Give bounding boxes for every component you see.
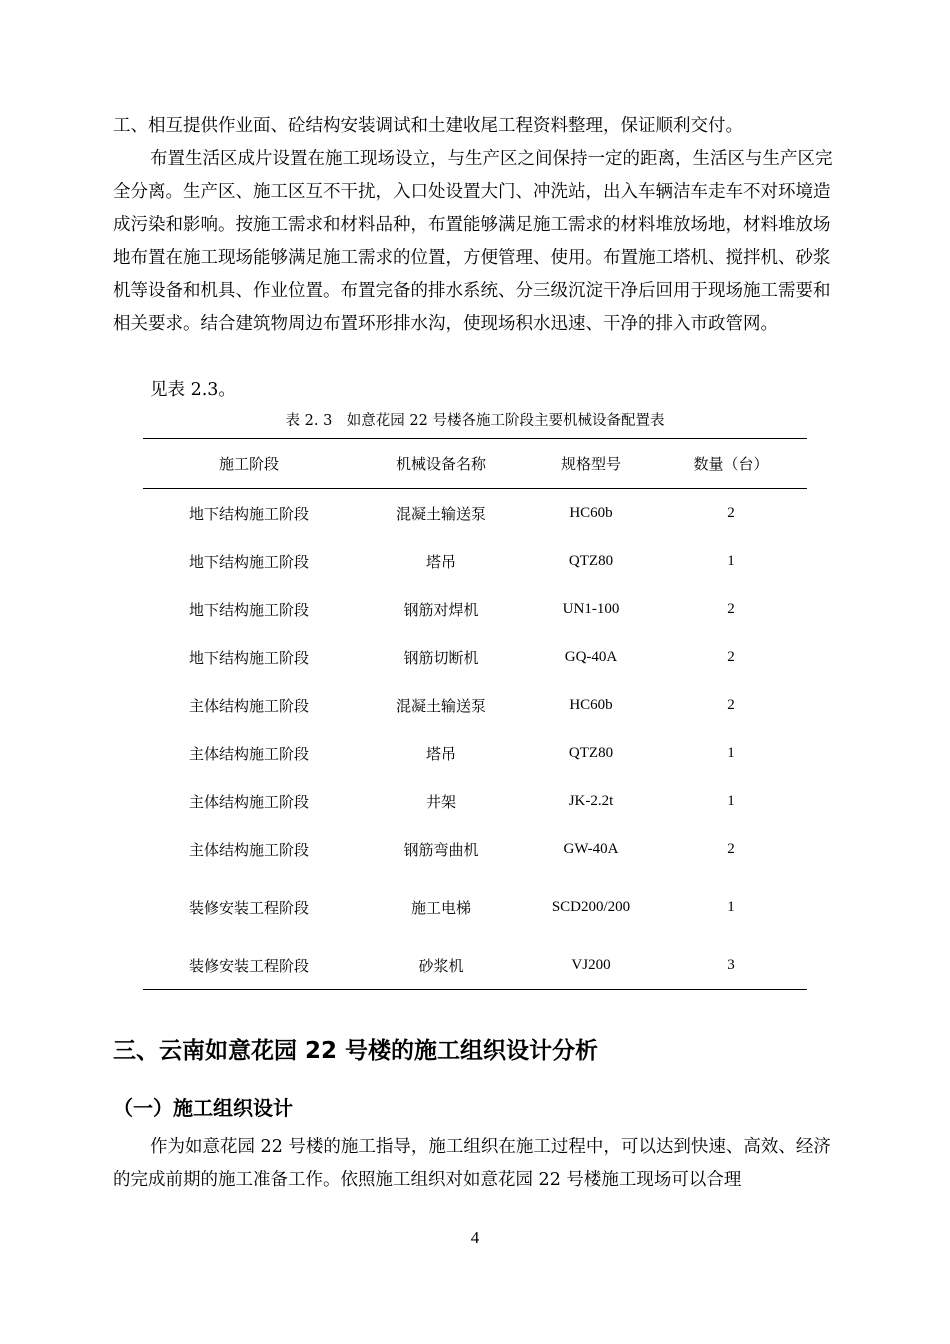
table-header: [143, 439, 807, 489]
subsection-heading: （一）施工组织设计: [113, 1096, 293, 1120]
cell-stage: 地下结构施工阶段: [188, 648, 309, 667]
cell-equipment: 砂浆机: [355, 941, 527, 990]
cell-model: HC60b: [569, 504, 613, 521]
paragraph-table-reference: 见表 2.3。: [150, 380, 236, 400]
cell-equipment: 施工电梯: [410, 898, 471, 917]
cell-equipment: 混凝土输送泵: [395, 696, 486, 715]
cell-stage: 主体结构施工阶段: [188, 792, 309, 811]
header-model: 规格型号: [527, 439, 655, 489]
table-row: [143, 537, 807, 585]
cell-stage: 主体结构施工阶段: [188, 840, 309, 859]
table-row: [143, 681, 807, 729]
cell-model: JK-2.2t: [568, 792, 614, 809]
cell-equipment: 塔吊: [425, 552, 456, 571]
paragraph-continuation: 工、相互提供作业面、砼结构安装调试和土建收尾工程资料整理，保证顺利交付。: [113, 116, 743, 136]
cell-quantity: 2: [727, 648, 735, 665]
cell-quantity: 2: [727, 600, 735, 617]
table-row: [143, 585, 807, 633]
table-body: [143, 489, 807, 990]
table-caption: 表 2. 3 如意花园 22 号楼各施工阶段主要机械设备配置表: [285, 413, 665, 429]
equipment-table: [143, 438, 807, 990]
cell-equipment: 混凝土输送泵: [395, 504, 486, 523]
cell-model: QTZ80: [568, 552, 614, 569]
table-row: [143, 633, 807, 681]
cell-quantity: 2: [727, 504, 735, 521]
header-equipment: 机械设备名称: [355, 439, 527, 489]
cell-model: GW-40A: [563, 840, 619, 857]
table-header-row: [143, 439, 807, 489]
cell-equipment: 钢筋弯曲机: [403, 840, 479, 859]
paragraph-site-layout: 布置生活区成片设置在施工现场设立，与生产区之间保持一定的距离，生活区与生产区完全分离。生产区、施工区互不干扰，入口处设置大门、冲洗站，出入车辆洁车走车不对环境造成污染和影响。按施工需求和材料品种，布置能够满足施工需求的材料堆放场地，材料堆放场地布置在施工现场能够满足施工需求的位置，方便管理、使用。布置施工塔机、搅拌机、砂浆机等设备和机具、作业位置。布置完备的排水系统、分三级沉淀干净后回用于现场施工需要和相关要求。结合建筑物周边布置环形排水沟，使现场积水迅速、干净的排入市政管网。: [113, 149, 833, 334]
cell-stage: 主体结构施工阶段: [188, 744, 309, 763]
table-row: [143, 825, 807, 873]
cell-quantity: 2: [727, 840, 735, 857]
cell-quantity: 1: [727, 898, 735, 915]
section-heading: 三、云南如意花园 22 号楼的施工组织设计分析: [113, 1038, 599, 1064]
cell-model: QTZ80: [568, 744, 614, 761]
page-number: 4: [470, 1228, 480, 1247]
cell-quantity: 1: [727, 552, 735, 569]
cell-stage: 主体结构施工阶段: [188, 696, 309, 715]
cell-quantity: 2: [727, 696, 735, 713]
paragraph-construction-organization: 作为如意花园 22 号楼的施工指导，施工组织在施工过程中，可以达到快速、高效、经济的完成前期的施工准备工作。依照施工组织对如意花园 22 号楼施工现场可以合理: [113, 1137, 831, 1190]
table-row: [143, 777, 807, 825]
header-quantity: 数量（台）: [655, 439, 807, 489]
cell-stage: 装修安装工程阶段: [188, 898, 309, 917]
cell-equipment: 塔吊: [425, 744, 456, 763]
cell-quantity: 3: [655, 941, 807, 990]
cell-model: UN1-100: [562, 600, 620, 617]
cell-stage: 地下结构施工阶段: [188, 552, 309, 571]
header-stage: 施工阶段: [143, 439, 355, 489]
cell-model: GQ-40A: [564, 648, 618, 665]
cell-quantity: 1: [727, 792, 735, 809]
table-row: [143, 489, 807, 538]
cell-equipment: 钢筋切断机: [403, 648, 479, 667]
cell-model-text: SCD200/200: [551, 899, 631, 915]
table-row: [143, 941, 807, 990]
cell-stage: 地下结构施工阶段: [188, 600, 309, 619]
cell-stage: 地下结构施工阶段: [188, 504, 309, 523]
cell-stage: 装修安装工程阶段: [143, 941, 355, 990]
table-row: [143, 873, 807, 941]
cell-equipment: 井架: [425, 792, 456, 811]
cell-model: [527, 873, 655, 941]
cell-quantity: 1: [727, 744, 735, 761]
cell-model: VJ200: [527, 941, 655, 990]
cell-model: HC60b: [569, 696, 613, 713]
cell-equipment: 钢筋对焊机: [403, 600, 479, 619]
table-row: [143, 729, 807, 777]
